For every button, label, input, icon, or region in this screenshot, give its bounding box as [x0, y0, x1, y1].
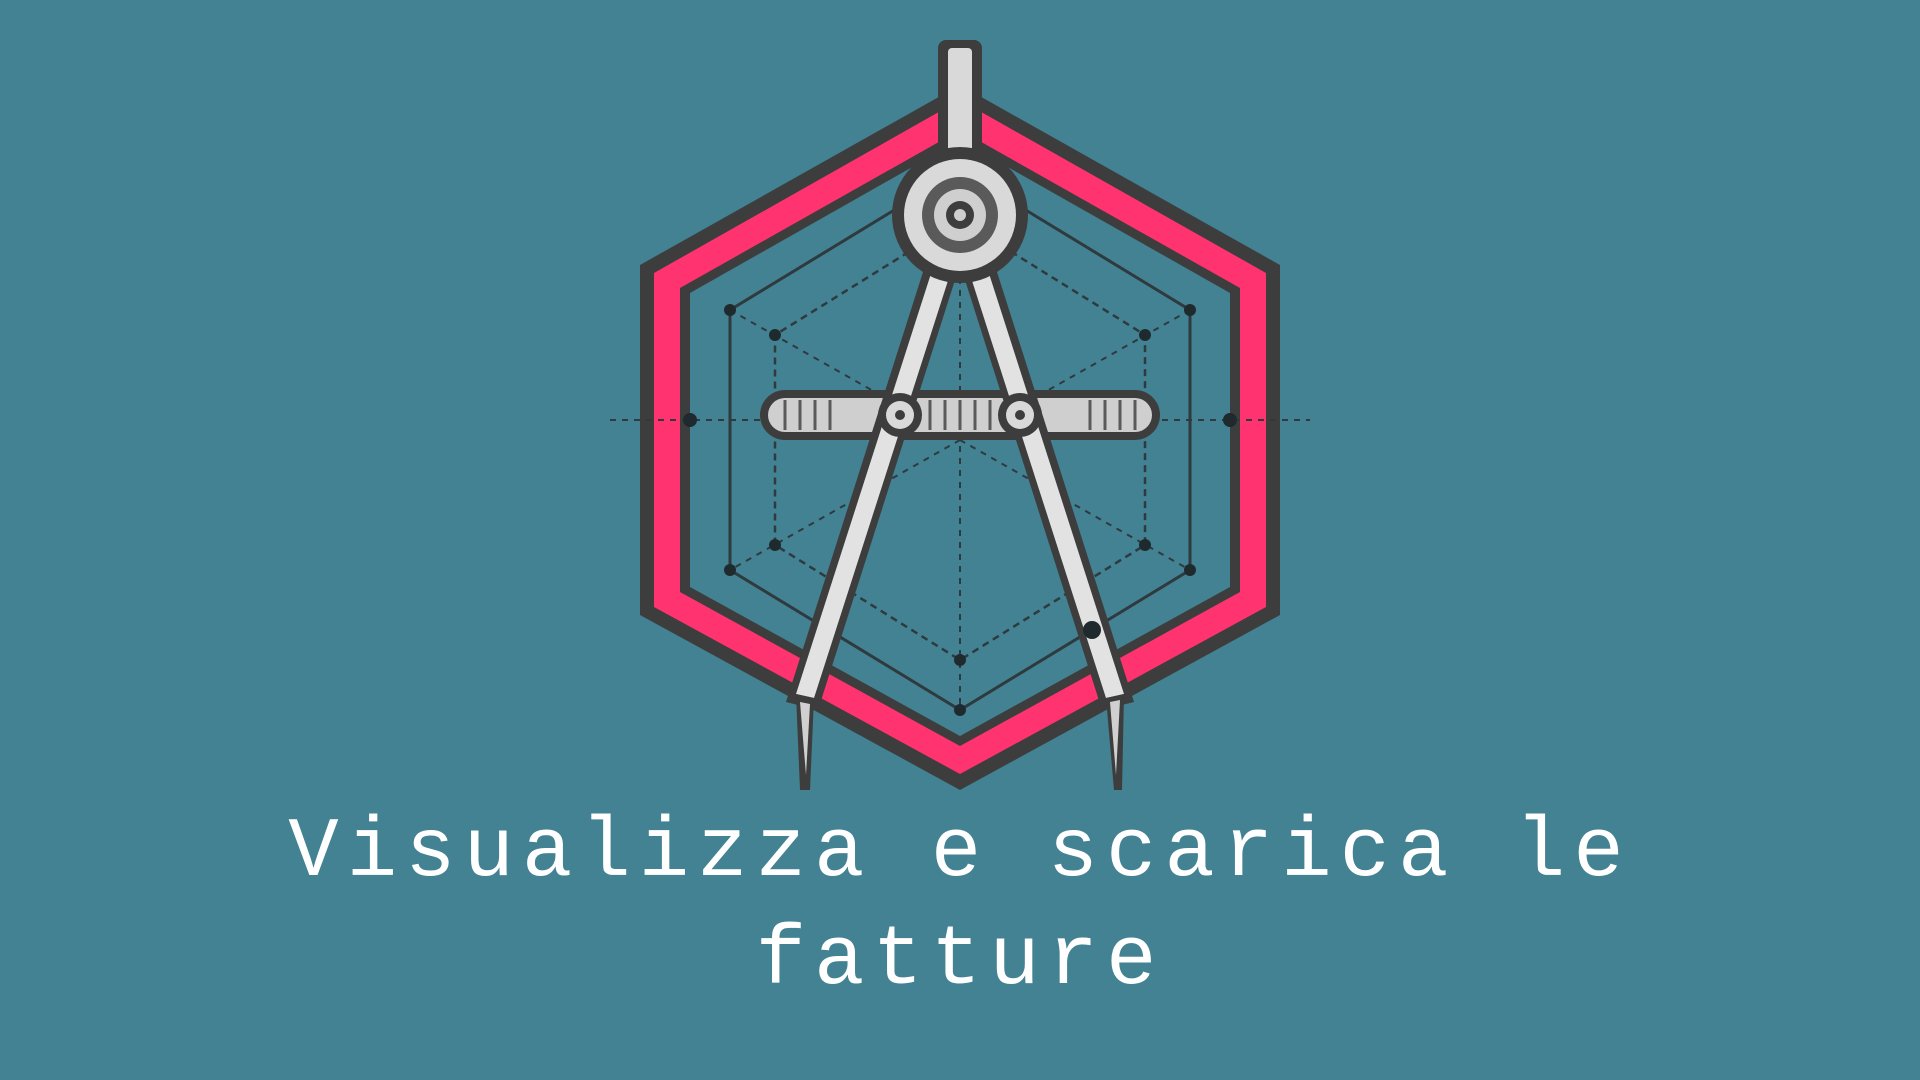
- page-title: [0, 800, 1920, 1016]
- drafting-compass-icon: [600, 30, 1320, 800]
- title-line-1: Visualizza e scarica le: [288, 806, 1632, 901]
- title-line-2: fatture: [755, 914, 1165, 1009]
